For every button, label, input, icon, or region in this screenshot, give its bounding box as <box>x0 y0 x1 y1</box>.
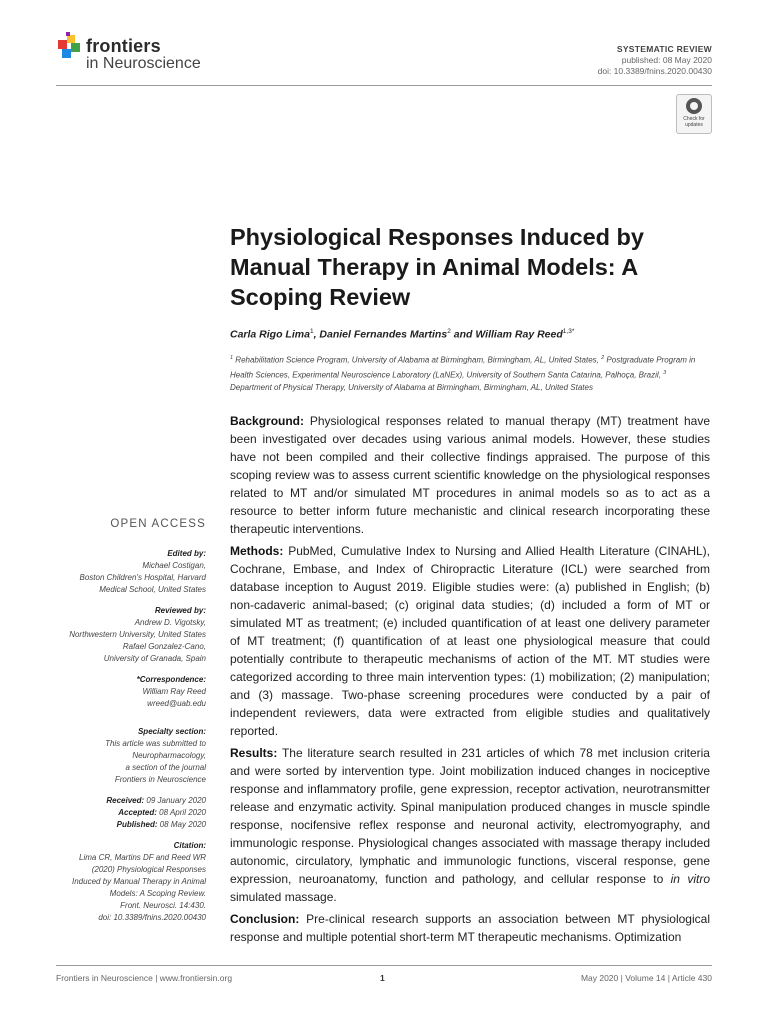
author-conjunction: and <box>453 328 473 341</box>
reviewed-by-heading: Reviewed by: <box>154 606 206 615</box>
author-list: Carla Rigo Lima$^1$, Daniel Fernandes Martins$^2$ and William Ray Reed$^{1,3*}$ <box>230 328 575 341</box>
abstract-conclusion <box>230 910 710 946</box>
specialty-line: Neuropharmacology, <box>132 751 206 760</box>
reviewer-line: Rafael Gonzalez-Cano, <box>122 642 206 651</box>
editor-line: Boston Children's Hospital, Harvard <box>79 573 206 582</box>
frontiers-logo-icon <box>56 32 82 62</box>
footer-volume-info: May 2020 | Volume 14 | Article 430 <box>580 973 712 983</box>
correspondence-name: William Ray Reed <box>142 687 206 696</box>
affiliation: Department of Physical Therapy, University of Alabama at Birmingham, Birmingham, AL, United States <box>230 383 593 393</box>
author-affil-sup: 1 <box>309 328 314 335</box>
reviewer-line: University of Granada, Spain <box>103 654 206 663</box>
author-affil-sup: 1,3* <box>562 328 575 335</box>
doi-link[interactable]: doi: 10.3389/fnins.2020.00430 <box>597 66 712 76</box>
affil-number: 2 <box>601 355 605 361</box>
specialty-block <box>56 726 206 786</box>
section-label: Results: <box>230 746 278 760</box>
correspondence-heading: *Correspondence: <box>136 675 206 684</box>
abstract-results <box>230 744 710 906</box>
journal-name-frontiers: frontiers <box>86 36 161 56</box>
section-text: The literature search resulted in 231 articles of which 78 met inclusion criteria and were sorted by intervention type. Joint mobilization induced changes in nociceptive response and inflammatory profile, gene expression, receptor activation, neurotransmitter release and enzymatic activity. Spinal manipulation produced changes in muscle spindle response, nocifensive reflex response and neuronal activity, electromyography, and immunologic response. Physiological changes associated with massage therapy included autonomic, circulatory, lymphatic and immunologic functions, visceral response, gene expression, neuroanatomy, function and pathology, and cellular response to <box>230 746 710 886</box>
affiliation: Postgraduate Program in Health Sciences, Experimental Neuroscience Laboratory (LaNEx), University of Southern Santa Catarina, Palhoça, Brazil, <box>230 355 696 380</box>
citation-heading: Citation: <box>173 841 206 850</box>
page-number: 1 <box>380 973 385 983</box>
author-affil-sup: 2 <box>447 328 451 335</box>
specialty-heading: Specialty section: <box>137 727 206 736</box>
author-name[interactable]: Carla Rigo Lima <box>230 328 310 341</box>
citation-line: Induced by Manual Therapy in Animal <box>72 877 206 886</box>
specialty-line: a section of the journal <box>125 763 206 772</box>
citation-line: (2020) Physiological Responses <box>91 865 206 874</box>
footer-journal-link[interactable]: Frontiers in Neuroscience | www.frontiersin.org <box>56 973 233 983</box>
section-text: Pre-clinical research supports an association between MT physiological response and multiple potential short-term MT therapeutic mechanisms. Optimization <box>230 912 710 944</box>
citation-block <box>56 840 206 924</box>
footer-divider <box>56 965 712 966</box>
section-label: Background: <box>230 414 305 428</box>
section-text: simulated massage. <box>230 890 337 904</box>
citation-line: Front. Neurosci. 14:430. <box>120 901 206 910</box>
affil-number: 3 <box>663 369 667 376</box>
affiliations <box>230 352 710 394</box>
reviewed-by-block <box>56 605 206 665</box>
edited-by-heading: Edited by: <box>167 549 206 558</box>
author-name[interactable]: Daniel Fernandes Martins <box>319 328 448 341</box>
article-sidebar <box>56 518 206 933</box>
journal-logo <box>56 32 246 80</box>
check-for-updates-button[interactable] <box>676 94 712 134</box>
specialty-line: Frontiers in Neuroscience <box>114 775 206 784</box>
reviewer-line: Andrew D. Vigotsky, <box>134 618 206 627</box>
abstract-background <box>230 412 710 538</box>
reviewer-line: Northwestern University, United States <box>69 630 206 639</box>
editor-line: Michael Costigan, <box>142 561 206 570</box>
badge-label-1: Check for <box>683 116 705 122</box>
edited-by-block <box>56 548 206 596</box>
section-text: Physiological responses related to manual therapy (MT) treatment have been investigated over decades using various animal models. However, these studies have not been compiled and their collective findings appraised. The purpose of this scoping review was to assess current scientific knowledge on the physiological responses related to MT and/or simulated MT procedures in animal models so as to act as a resource to better inform future mechanistic and clinical research incorporating these therapeutic interventions. <box>230 414 711 536</box>
section-text-italic: in vitro <box>670 872 710 886</box>
article-meta <box>598 44 712 77</box>
affil-number: 1 <box>230 355 234 361</box>
section-text: PubMed, Cumulative Index to Nursing and Allied Health Literature (CINAHL), Cochrane, Embase, and Index of Chiropractic Literature (ICL) were searched from database inception to August 2019. Eligible studies were: (a) published in English; (b) non-cadaveric animal-based; (c) original data studies; (d) included a form of MT or simulated MT as treatment; (e) included quantification of at least one delivery parameter of MT treatment; (f) quantification of at least one physiological measure that could potentially contribute to therapeutic mechanisms of action of the MT. MT studies were categorized according to three main intervention types: (1) mobilization; (2) manipulation; and (3) massage. Two-phase screening procedures were conducted by a pair of independent reviewers, data were extracted from eligible studies and qualitatively reported. <box>230 544 710 738</box>
section-label: Conclusion: <box>230 912 300 926</box>
dates-block <box>56 795 206 831</box>
journal-name-subtitle: in Neuroscience <box>86 55 201 72</box>
correspondence-email[interactable]: wreed@uab.edu <box>147 699 206 708</box>
open-access-label: OPEN ACCESS <box>110 518 206 530</box>
article-title: Physiological Responses Induced by Manual Therapy in Animal Models: A Scoping Review <box>230 224 644 310</box>
affiliation: Rehabilitation Science Program, University of Alabama at Birmingham, Birmingham, AL, United States, <box>235 355 599 365</box>
accepted-date: Accepted: 08 April 2020 <box>118 808 206 817</box>
check-for-updates-icon <box>686 98 702 114</box>
correspondence-block <box>56 674 206 710</box>
specialty-line: This article was submitted to <box>105 739 206 748</box>
editor-line: Medical School, United States <box>99 585 206 594</box>
abstract <box>230 412 710 950</box>
author-name[interactable]: William Ray Reed <box>475 328 563 341</box>
badge-label-2: updates <box>685 122 703 128</box>
header-divider <box>56 85 712 86</box>
published-date: published: 08 May 2020 <box>621 55 712 65</box>
citation-line: Models: A Scoping Review. <box>109 889 206 898</box>
section-label: Methods: <box>230 544 284 558</box>
citation-line[interactable]: doi: 10.3389/fnins.2020.00430 <box>98 913 206 922</box>
published-date-sidebar: Published: 08 May 2020 <box>116 820 206 829</box>
article-type: SYSTEMATIC REVIEW <box>616 44 712 54</box>
received-date: Received: 09 January 2020 <box>106 796 206 805</box>
abstract-methods <box>230 542 710 740</box>
citation-line: Lima CR, Martins DF and Reed WR <box>79 853 206 862</box>
